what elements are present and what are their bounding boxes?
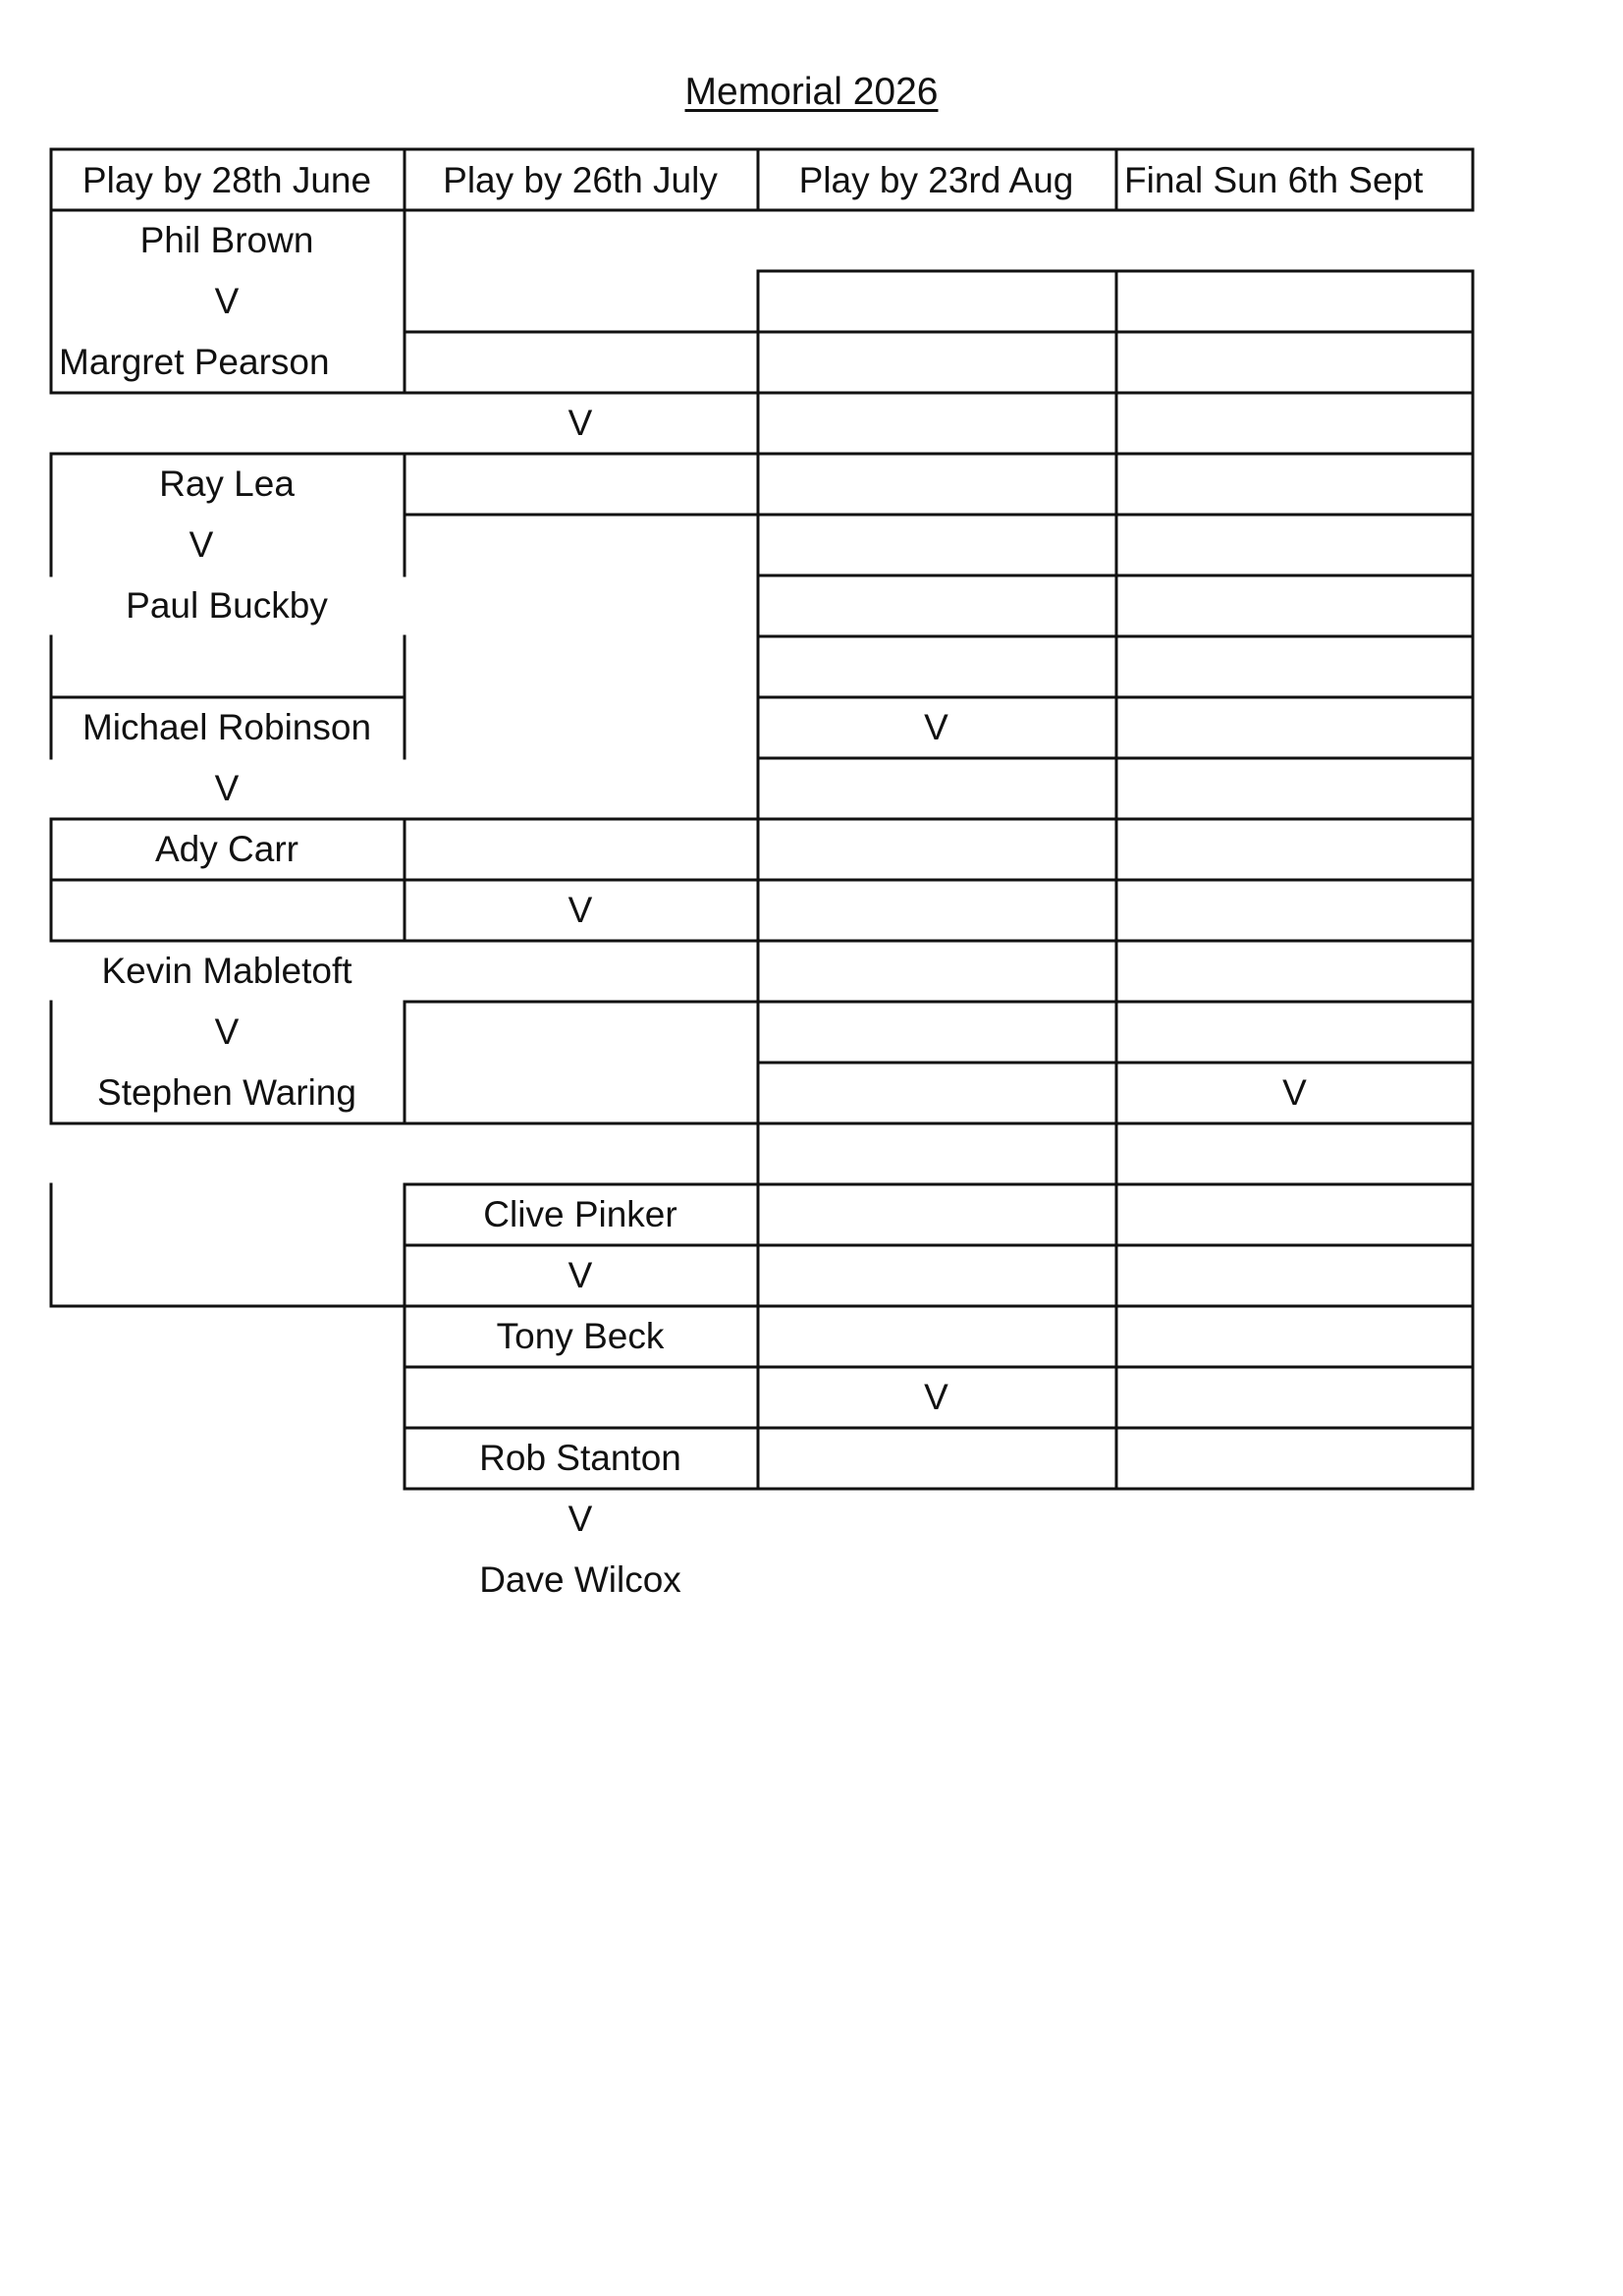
match2-versus: V xyxy=(189,524,214,565)
round3-top-versus: V xyxy=(924,707,948,747)
match2-player1: Ray Lea xyxy=(159,464,295,504)
match4-player1: Kevin Mabletoft xyxy=(101,951,352,991)
match3-player2: Ady Carr xyxy=(155,829,298,869)
round3-bottom-versus: V xyxy=(924,1377,948,1417)
bye-match1-player1: Clive Pinker xyxy=(483,1194,677,1234)
round2-bottom-versus: V xyxy=(568,890,593,930)
match1-versus: V xyxy=(214,281,240,321)
page-title: Memorial 2026 xyxy=(684,71,939,113)
header-round-3: Play by 23rd Aug xyxy=(798,160,1074,200)
match3-player1: Michael Robinson xyxy=(81,707,372,747)
round2-top-versus: V xyxy=(568,403,593,443)
match4-player2: Stephen Waring xyxy=(97,1072,356,1113)
match1-player1: Phil Brown xyxy=(139,220,314,260)
header-round-2: Play by 26th July xyxy=(443,160,718,200)
bye-match1-player2: Tony Beck xyxy=(496,1316,665,1356)
match1-player2: Margret Pearson xyxy=(59,342,330,382)
final-versus: V xyxy=(1282,1072,1307,1113)
match4-versus: V xyxy=(214,1011,240,1052)
bye-match2-player1: Rob Stanton xyxy=(479,1438,681,1478)
bye-match2-player2: Dave Wilcox xyxy=(479,1559,681,1600)
bye-match1-versus: V xyxy=(568,1255,593,1295)
header-final: Final Sun 6th Sept xyxy=(1124,160,1424,200)
match3-versus: V xyxy=(214,768,240,808)
header-round-1: Play by 28th June xyxy=(81,160,372,200)
match2-player2: Paul Buckby xyxy=(126,585,328,626)
bye-match2-versus: V xyxy=(568,1499,593,1539)
